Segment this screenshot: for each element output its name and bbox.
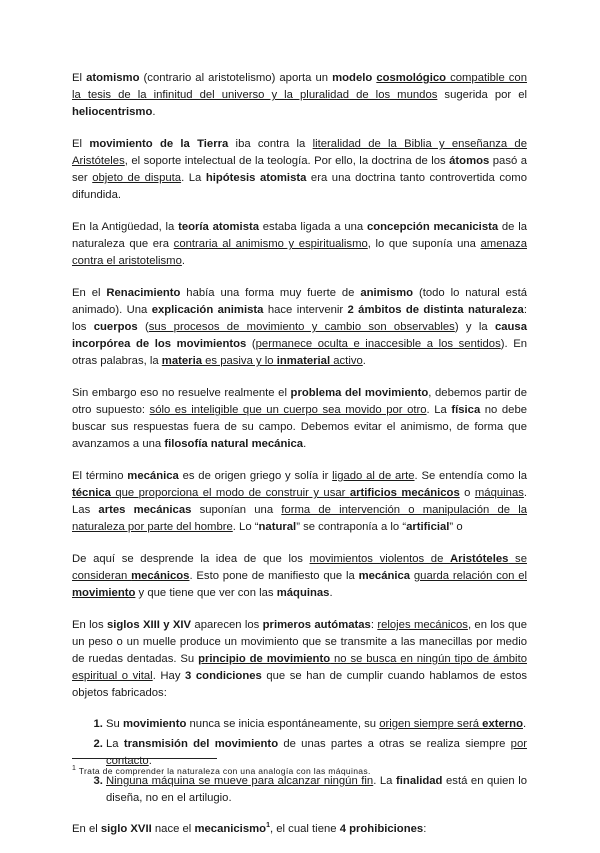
- bold-text: 4 prohibiciones: [339, 823, 424, 835]
- underlined-text: objeto de disputa: [92, 172, 182, 184]
- underlined-text: máquinas: [474, 487, 524, 499]
- paragraph-mecanicismo: [72, 821, 527, 838]
- underlined-text: permanece oculta e inaccesible a los sentidos: [255, 338, 501, 350]
- text: (: [246, 338, 256, 350]
- underlined-text: literalidad de la Biblia y enseñanza de Aristóteles: [72, 138, 527, 167]
- underlined-text: activo: [330, 355, 363, 367]
- text: había una forma muy fuerte de: [180, 287, 361, 299]
- underlined-text: origen siempre será: [379, 718, 483, 730]
- underlined-text: ligado al de arte: [332, 470, 415, 482]
- underlined-text: es pasiva y lo: [202, 355, 277, 367]
- underlined-text: Ninguna máquina se mueve para alcanzar ningún fin: [106, 775, 374, 787]
- text: : los: [72, 304, 527, 333]
- text: . Las: [72, 487, 528, 516]
- bold-underlined-text: mecánicos: [131, 570, 190, 582]
- text: El: [72, 72, 87, 84]
- text: .: [329, 587, 333, 599]
- underlined-text: amenaza contra el aristotelismo: [72, 238, 527, 267]
- bold-text: natural: [258, 521, 297, 533]
- bold-text: primeros autómatas: [262, 619, 371, 631]
- text: y que tiene que ver con las: [135, 587, 277, 599]
- bold-text: teoría atomista: [178, 221, 260, 233]
- text: era una doctrina tanto controvertida como difundida.: [72, 172, 527, 201]
- text: , debemos partir de otro supuesto:: [72, 387, 527, 416]
- text: nunca se inicia espontáneamente, su: [186, 718, 380, 730]
- text: :: [370, 619, 378, 631]
- underlined-text: relojes mecánicos: [377, 619, 468, 631]
- text: , lo que suponía una: [367, 238, 481, 250]
- bold-text: cuerpos: [93, 321, 138, 333]
- bold-text: causa incorpórea de los movimientos: [72, 321, 528, 350]
- bold-text: movimiento de la Tierra: [89, 138, 229, 150]
- underlined-text: se consideran: [72, 553, 527, 582]
- footnote-text: Trata de comprender la naturaleza con una analogía con las máquinas.: [78, 766, 371, 776]
- text: De aquí se desprende la idea de que los: [72, 553, 310, 565]
- text: . La: [373, 775, 397, 787]
- text: En el: [72, 823, 101, 835]
- text: de unas partes a otras se realiza siempre: [278, 738, 511, 750]
- footnote-reference[interactable]: 1: [266, 822, 270, 830]
- bold-text: hipótesis atomista: [205, 172, 307, 184]
- paragraph-movimiento-tierra: [72, 136, 527, 204]
- text: Su: [106, 718, 123, 730]
- bold-text: máquinas: [276, 587, 330, 599]
- text: sugerida por el: [437, 89, 527, 101]
- underlined-text: que proporciona el modo de construir y usar: [110, 487, 350, 499]
- text: El: [72, 138, 90, 150]
- bold-text: heliocentrismo: [72, 106, 153, 118]
- text: es de origen griego y solía ir: [178, 470, 333, 482]
- text: El término: [72, 470, 128, 482]
- bold-text: artificial: [406, 521, 450, 533]
- bold-text: explicación animista: [151, 304, 264, 316]
- list-item: [106, 716, 527, 733]
- text: ). En otras palabras, la: [72, 338, 528, 367]
- text: .: [362, 355, 366, 367]
- text: En la Antigüedad, la: [72, 221, 179, 233]
- bold-text: movimiento: [122, 718, 187, 730]
- bold-text: 3: [185, 670, 192, 682]
- text: no debe buscar sus respuestas fuera de su campo. Debemos evitar el animismo, de forma que avanzamos a una: [72, 404, 528, 450]
- text: o: [459, 487, 475, 499]
- bold-text: átomos: [449, 155, 490, 167]
- footnote: [72, 765, 527, 777]
- text: hace intervenir: [263, 304, 348, 316]
- text: :: [423, 823, 427, 835]
- bold-text: finalidad: [396, 775, 443, 787]
- text: . Se entendía como la: [414, 470, 528, 482]
- text: está en quien lo diseña, no en el artilugio.: [106, 775, 527, 804]
- text: ” se contraponía a lo “: [296, 521, 407, 533]
- bold-underlined-text: inmaterial: [276, 355, 331, 367]
- underlined-text: sus procesos de movimiento y cambio son observables: [148, 321, 455, 333]
- text: estaba ligada a una: [259, 221, 367, 233]
- text: nace el: [151, 823, 195, 835]
- text: . La: [181, 172, 206, 184]
- footnote-divider: [72, 758, 217, 759]
- bold-text: condiciones: [195, 670, 262, 682]
- bold-underlined-text: materia: [161, 355, 202, 367]
- text: , en los que un peso o un muelle produce un movimiento que se transmite a las manecillas por medio de ruedas dentadas. Su: [72, 619, 527, 665]
- underlined-text: movimientos violentos de: [309, 553, 451, 565]
- underlined-text: contraria al animismo y espiritualismo: [173, 238, 368, 250]
- text: que se han de cumplir cuando hablamos de estos objetos fabricados:: [72, 670, 527, 699]
- underlined-text: por contacto: [106, 738, 527, 767]
- text: . Esto pone de manifiesto que la: [189, 570, 359, 582]
- bold-text: problema del movimiento: [290, 387, 429, 399]
- text: . Lo “: [232, 521, 259, 533]
- bold-underlined-text: externo: [482, 718, 523, 730]
- text: suponían una: [191, 504, 282, 516]
- bold-text: mecanicismo: [194, 823, 267, 835]
- paragraph-renacimiento: [72, 285, 527, 370]
- bold-text: animismo: [360, 287, 414, 299]
- bold-text: 2 ámbitos de distinta naturaleza: [347, 304, 524, 316]
- bold-text: mecánica: [127, 470, 179, 482]
- bold-text: atomismo: [86, 72, 140, 84]
- text: de la naturaleza que era: [72, 221, 528, 250]
- paragraph-antiguedad: [72, 219, 527, 270]
- text: pasó a ser: [72, 155, 527, 184]
- text: (contrario al aristotelismo) aporta un: [139, 72, 333, 84]
- bold-text: artes mecánicas: [98, 504, 192, 516]
- paragraph-mecanica: [72, 468, 527, 536]
- bold-text: transmisión del movimiento: [123, 738, 279, 750]
- bold-underlined-text: técnica: [72, 487, 111, 499]
- bold-text: mecánica: [358, 570, 411, 582]
- text: .: [303, 438, 307, 450]
- underlined-text: compatible con la tesis de la infinitud del universo y la pluralidad de los mundos: [72, 72, 527, 101]
- text: En los: [72, 619, 107, 631]
- bold-text: física: [451, 404, 481, 416]
- paragraph-movimientos-violentos: [72, 551, 527, 602]
- text: , el cual tiene: [269, 823, 340, 835]
- text: .: [522, 718, 527, 730]
- text: , el soporte intelectual de la teología. Por ello, la doctrina de los: [124, 155, 450, 167]
- underlined-text: sólo es inteligible que un cuerpo sea movido por otro: [149, 404, 427, 416]
- bold-text: concepción mecanicista: [366, 221, 499, 233]
- bold-underlined-text: cosmológico: [376, 72, 447, 84]
- bold-text: siglos XIII y XIV: [106, 619, 192, 631]
- text: .: [152, 106, 156, 118]
- paragraph-problema-movimiento: [72, 385, 527, 453]
- bold-underlined-text: Aristóteles: [450, 553, 509, 565]
- bold-text: Renacimiento: [106, 287, 181, 299]
- bold-text: siglo XVII: [100, 823, 152, 835]
- paragraph-atomismo: [72, 70, 527, 121]
- text: En el: [72, 287, 107, 299]
- text: iba contra la: [228, 138, 313, 150]
- text: ” o: [449, 521, 463, 533]
- text: .: [181, 255, 186, 267]
- text: aparecen los: [191, 619, 263, 631]
- text: (todo lo natural está animado). Una: [72, 287, 528, 316]
- text: . La: [426, 404, 452, 416]
- underlined-text: forma de intervención o manipulación de la naturaleza por parte del hombre: [72, 504, 527, 533]
- bold-underlined-text: artificios mecánicos: [349, 487, 460, 499]
- bold-text: filosofía natural mecánica: [164, 438, 304, 450]
- conditions-list: [72, 716, 527, 807]
- text: Sin embargo eso no resuelve realmente el: [72, 387, 291, 399]
- bold-underlined-text: principio de movimiento: [198, 653, 331, 665]
- footnote-mark: 1: [72, 765, 77, 773]
- underlined-text: no se busca en ningún tipo de ámbito espiritual o vital: [72, 653, 527, 682]
- text: ) y la: [454, 321, 495, 333]
- document-body: [72, 70, 527, 853]
- text: . Hay: [152, 670, 186, 682]
- text: La: [106, 738, 124, 750]
- underlined-text: guarda relación con el: [413, 570, 527, 582]
- bold-text: modelo: [332, 72, 373, 84]
- text: (: [137, 321, 149, 333]
- list-item: [106, 773, 527, 807]
- text: .: [148, 755, 152, 767]
- bold-underlined-text: movimiento: [72, 587, 136, 599]
- paragraph-automatas: [72, 617, 527, 702]
